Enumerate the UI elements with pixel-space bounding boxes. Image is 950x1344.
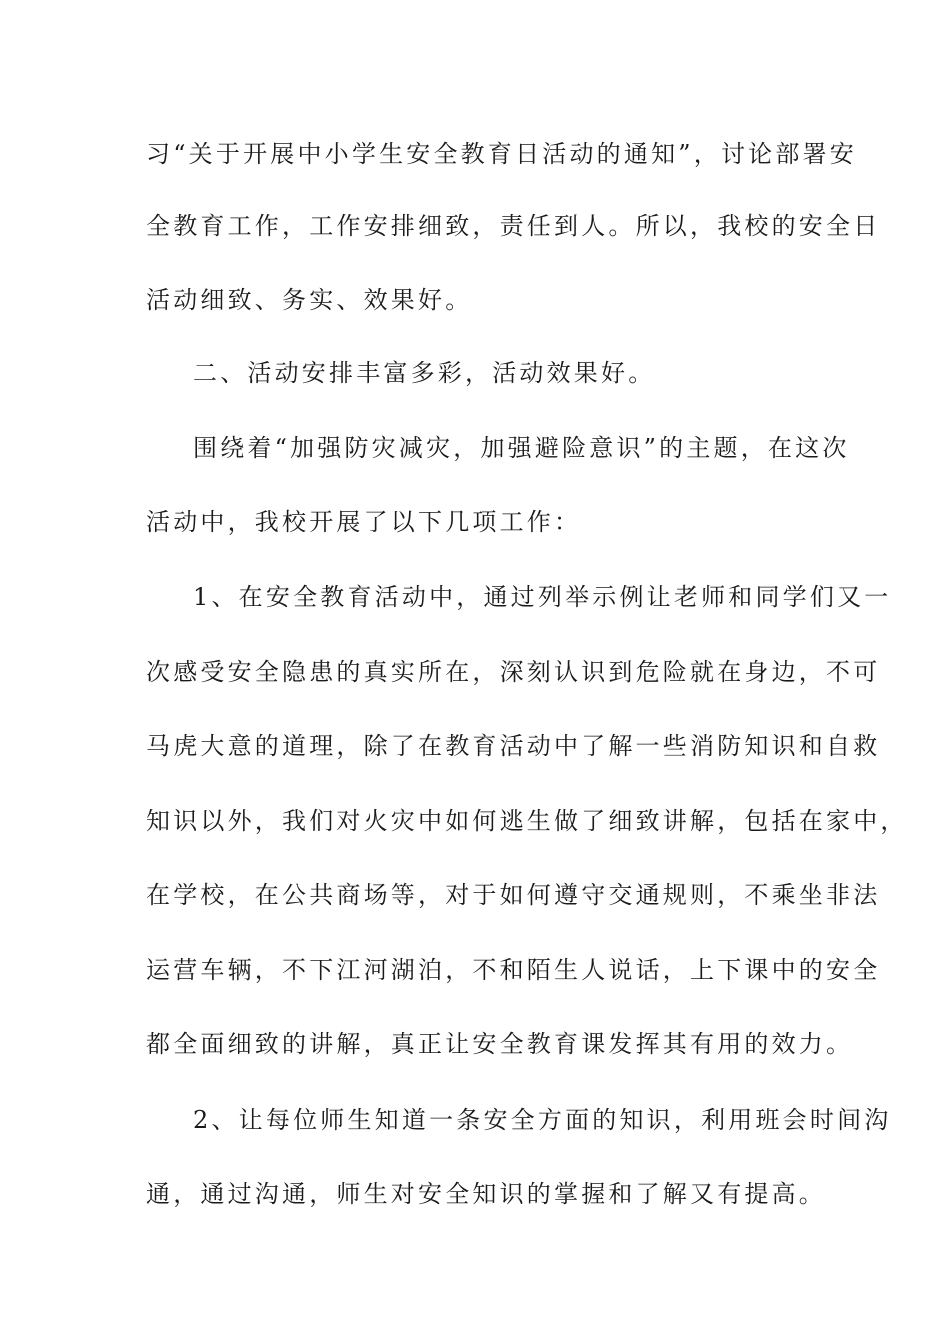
paragraph-line: 全教育工作，工作安排细致，责任到人。所以，我校的安全日	[146, 212, 881, 240]
paragraph-line: 知识以外，我们对火灾中如何逃生做了细致讲解，包括在家中，	[146, 807, 908, 835]
paragraph-line: 1、在安全教育活动中，通过列举示例让老师和同学们又一	[193, 583, 892, 611]
paragraph-line: 通，通过沟通，师生对安全知识的掌握和了解又有提高。	[146, 1180, 826, 1208]
paragraph-line: 2、让每位师生知道一条安全方面的知识，利用班会时间沟	[193, 1106, 892, 1134]
paragraph-line: 围绕着“加强防灾减灾，加强避险意识”的主题，在这次	[193, 434, 850, 462]
paragraph-line: 在学校，在公共商场等，对于如何遵守交通规则，不乘坐非法	[146, 881, 881, 909]
paragraph-line: 活动细致、务实、效果好。	[146, 286, 473, 314]
paragraph-line: 运营车辆，不下江河湖泊，不和陌生人说话，上下课中的安全	[146, 956, 881, 984]
section-heading: 二、活动安排丰富多彩，活动效果好。	[193, 359, 656, 387]
paragraph-line: 马虎大意的道理，除了在教育活动中了解一些消防知识和自救	[146, 732, 881, 760]
paragraph-line: 活动中，我校开展了以下几项工作：	[146, 508, 582, 536]
paragraph-line: 都全面细致的讲解，真正让安全教育课发挥其有用的效力。	[146, 1030, 854, 1058]
paragraph-line: 次感受安全隐患的真实所在，深刻认识到危险就在身边，不可	[146, 658, 881, 686]
paragraph-line: 习“关于开展中小学生安全教育日活动的通知”，讨论部署安	[146, 140, 857, 168]
